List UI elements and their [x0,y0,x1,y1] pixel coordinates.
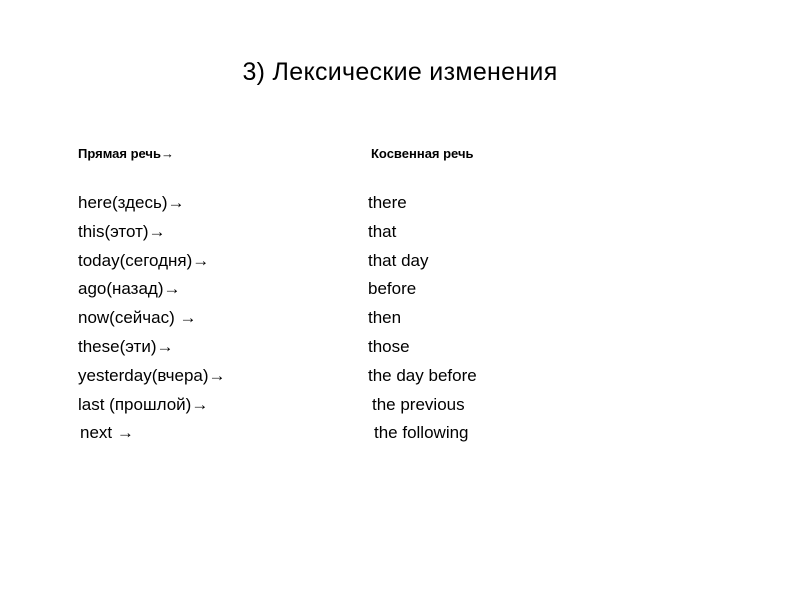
word-change-row [0,333,800,362]
direct-word: now(сейчас) → [78,308,197,328]
word-change-row [0,218,800,247]
word-change-row [0,362,800,391]
indirect-word: the day before [368,365,477,385]
indirect-word: there [368,193,407,212]
word-change-row [0,419,800,448]
direct-word: here(здесь)→ [78,193,185,212]
word-change-row [0,189,800,218]
indirect-word: the following [374,423,469,443]
direct-word: this(этот)→ [78,221,166,241]
word-change-row [0,275,800,304]
indirect-word: the previous [372,394,465,414]
direct-word: these(эти)→ [78,336,174,356]
direct-word: yesterday(вчера)→ [78,365,226,385]
word-change-row [0,304,800,333]
indirect-word: that [368,221,397,241]
indirect-word: that day [368,250,429,270]
indirect-word: those [368,336,410,356]
direct-word: next → [80,423,134,443]
slide-title: 3) Лексические изменения [242,58,558,86]
indirect-word: then [368,308,402,328]
word-change-row [0,391,800,420]
word-change-row [0,247,800,276]
direct-word: ago(назад)→ [78,279,181,299]
direct-word: last (прошлой)→ [78,394,209,414]
header-indirect-speech: Косвенная речь [371,146,474,161]
indirect-word: before [368,279,417,299]
header-direct-speech: Прямая речь→ [78,146,174,161]
direct-word: today(сегодня)→ [78,250,210,270]
word-change-list [0,189,800,448]
